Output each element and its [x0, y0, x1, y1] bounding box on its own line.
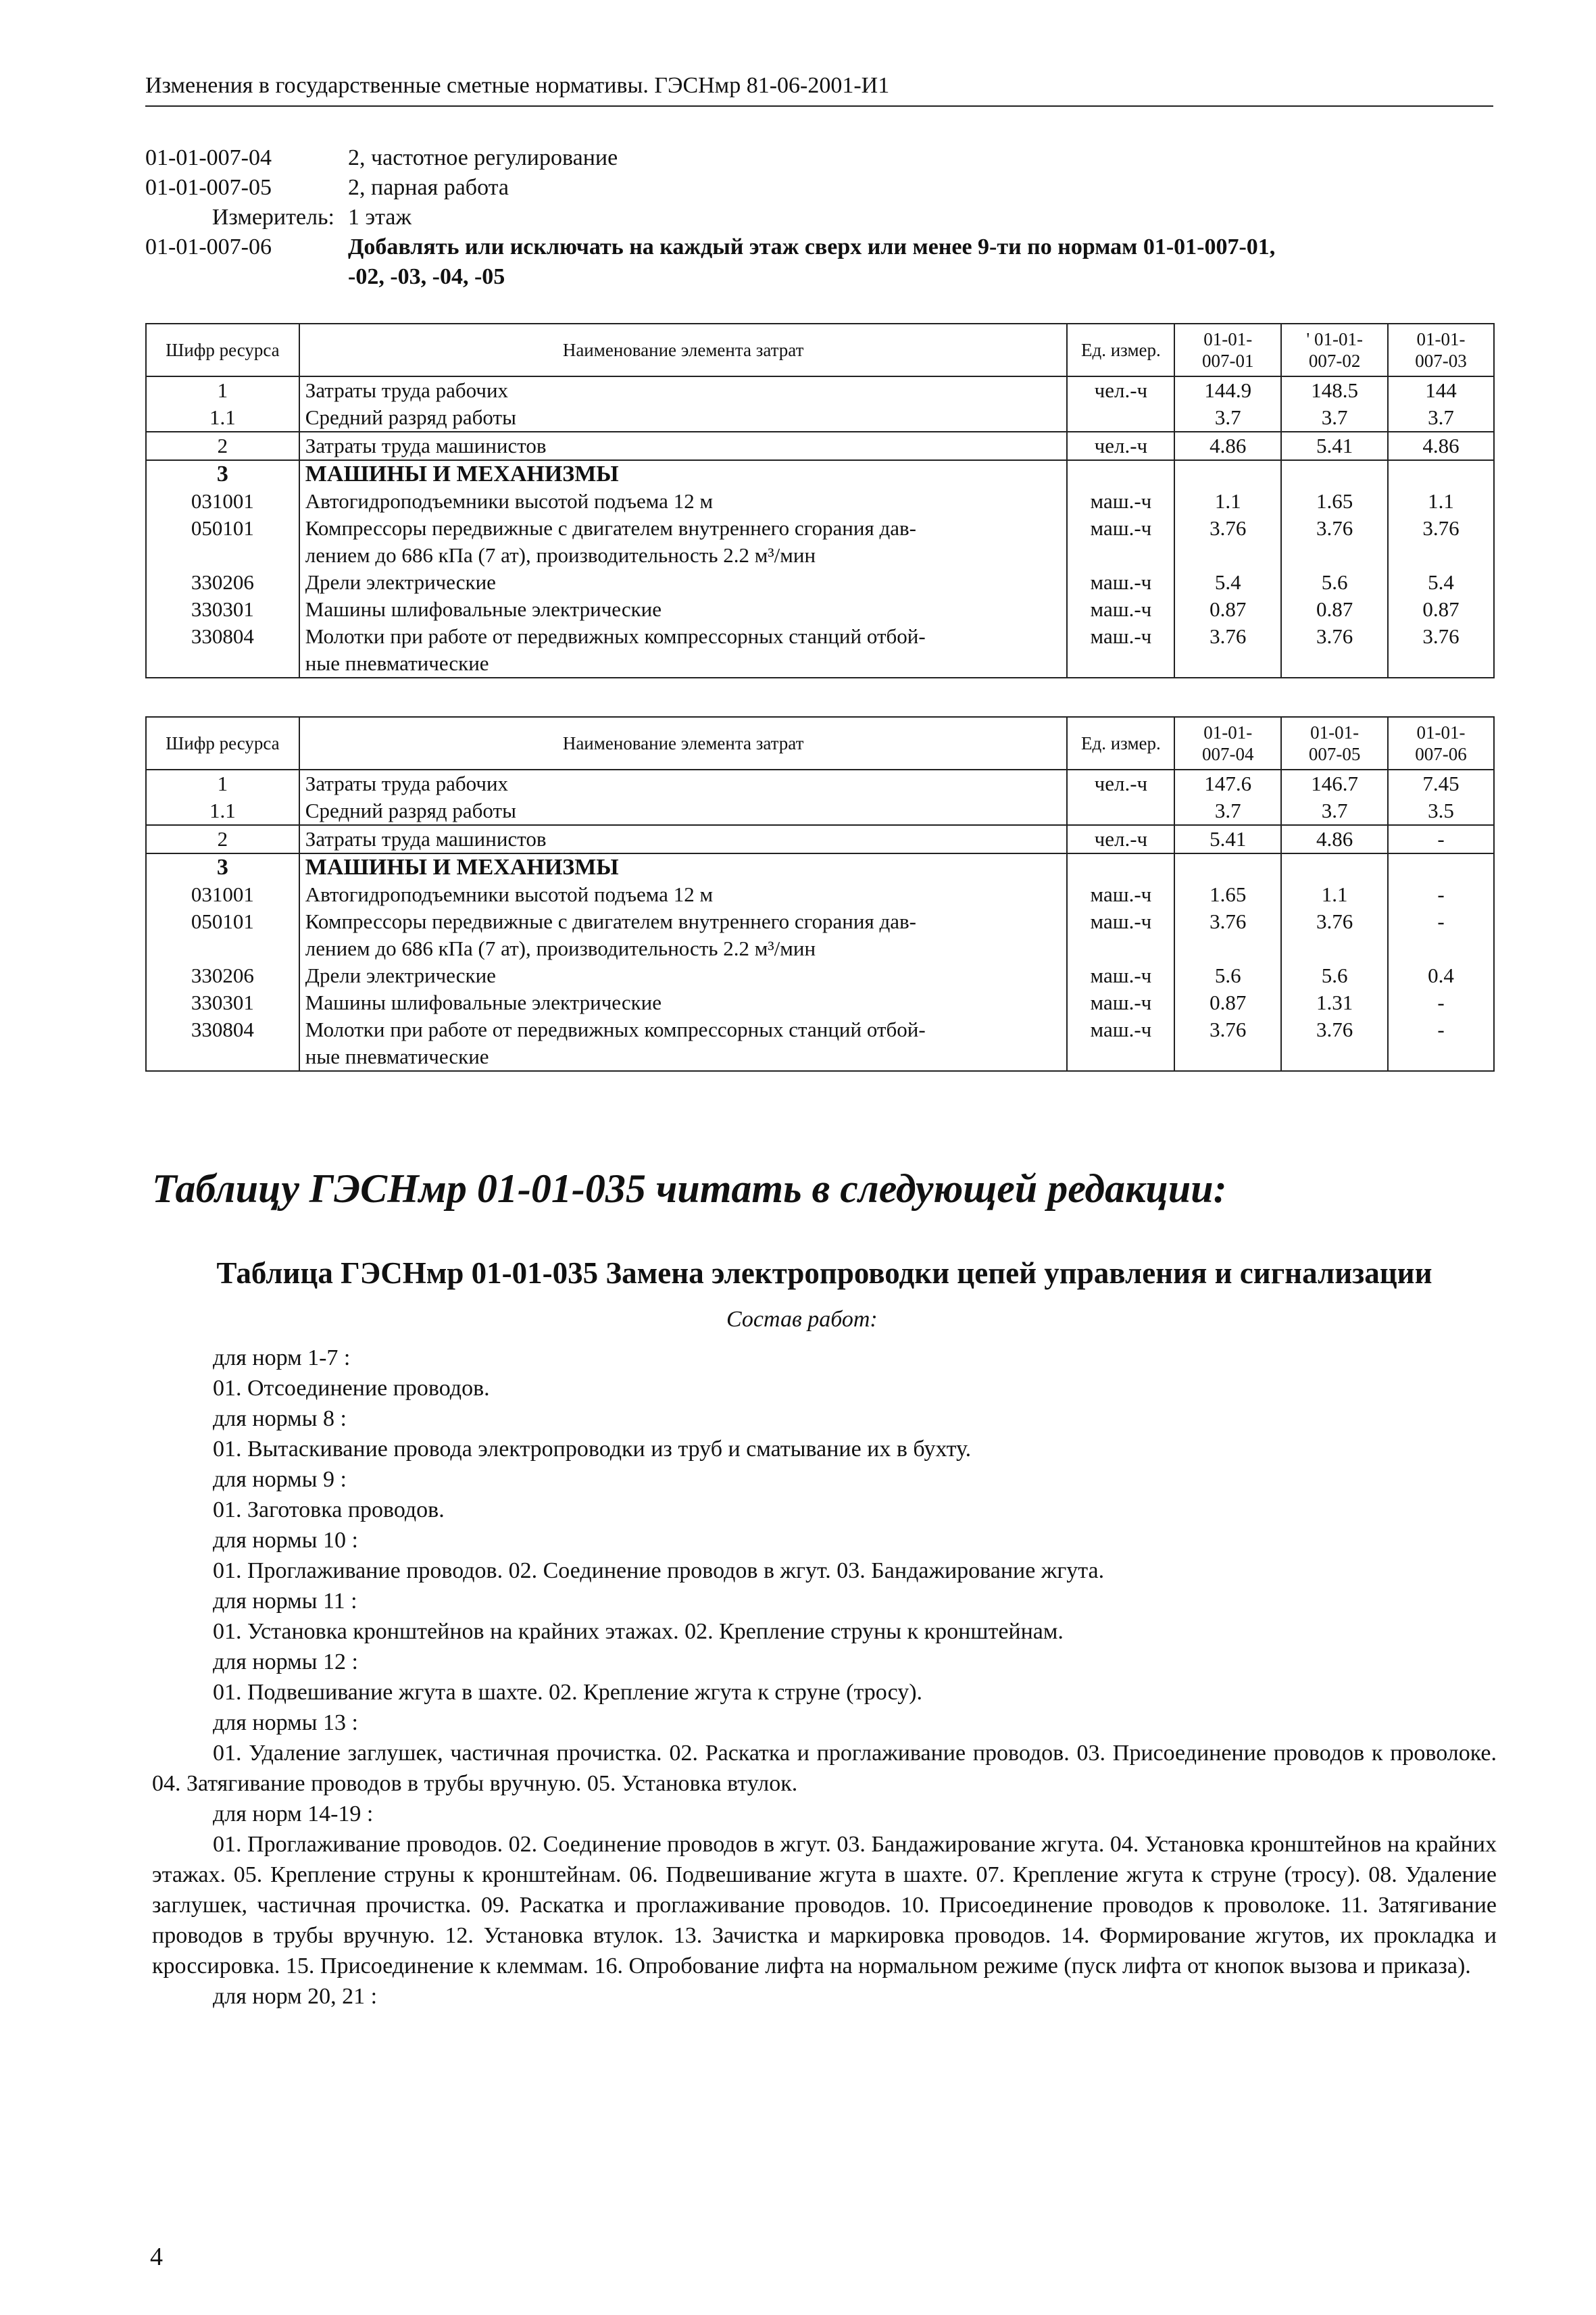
cell-value: 3.76: [1174, 623, 1281, 678]
cell-value: 1.65: [1281, 488, 1388, 515]
works-list: [152, 1343, 1497, 2012]
cell-name: МАШИНЫ И МЕХАНИЗМЫ: [299, 853, 1068, 881]
cell-value: [1281, 460, 1388, 488]
table-row: [146, 488, 1494, 515]
cell-value: 144: [1388, 376, 1494, 404]
cell-value: 0.87: [1174, 596, 1281, 623]
table-row: [146, 881, 1494, 908]
works-group-label: для норм 14-19 :: [213, 1801, 374, 1826]
cell-unit: чел.-ч: [1067, 432, 1174, 460]
norm-row: [145, 173, 1493, 203]
cell-value: 0.4: [1388, 962, 1494, 989]
cell-value: 1.1: [1281, 881, 1388, 908]
cell-value: [1388, 853, 1494, 881]
cell-value: -: [1388, 1016, 1494, 1071]
cell-unit: маш.-ч: [1067, 488, 1174, 515]
cell-name: Автогидроподъемники высотой подъема 12 м: [299, 881, 1068, 908]
cell-unit: [1067, 460, 1174, 488]
table-row: [146, 623, 1494, 678]
cell-value: 3.76: [1281, 623, 1388, 678]
cell-name: Затраты труда рабочих: [299, 376, 1068, 404]
table-row: [146, 962, 1494, 989]
table-row: [146, 460, 1494, 488]
cell-value: 3.76: [1174, 908, 1281, 962]
col-header-norm: 01-01- 007-06: [1388, 717, 1494, 770]
cell-code: 330206: [146, 962, 299, 989]
cell-value: -: [1388, 908, 1494, 962]
cell-name: Дрели электрические: [299, 569, 1068, 596]
resource-table-2: [145, 716, 1495, 1072]
cell-name: Машины шлифовальные электрические: [299, 596, 1068, 623]
cell-code: 330301: [146, 989, 299, 1016]
cell-value: 5.4: [1388, 569, 1494, 596]
table-row: [146, 908, 1494, 962]
cell-unit: [1067, 797, 1174, 825]
cell-code: 1.1: [146, 797, 299, 825]
cell-value: 148.5: [1281, 376, 1388, 404]
cell-unit: чел.-ч: [1067, 825, 1174, 853]
works-operations: 01. Вытаскивание провода электропроводки из труб и сматывание их в бухту.: [213, 1437, 972, 1462]
col-header-norm: 01-01- 007-01: [1174, 324, 1281, 376]
cell-name: Компрессоры передвижные с двигателем внутреннего сгорания дав- лением до 686 кПа (7 ат), производительность 2.2 м³/мин: [299, 515, 1068, 569]
col-header-norm: 01-01- 007-04: [1174, 717, 1281, 770]
norm-code: 01-01-007-05: [145, 175, 272, 200]
norm-row: [145, 143, 1493, 173]
cell-value: 1.1: [1174, 488, 1281, 515]
cell-code: 330804: [146, 623, 299, 678]
norm-text: Добавлять или исключать на каждый этаж сверх или менее 9-ти по нормам 01-01-007-01,: [348, 234, 1276, 259]
cell-value: 5.6: [1281, 962, 1388, 989]
cell-unit: чел.-ч: [1067, 770, 1174, 797]
meter-value: 1 этаж: [348, 205, 412, 230]
cell-value: 4.86: [1281, 825, 1388, 853]
cell-name: Молотки при работе от передвижных компрессорных станций отбой- ные пневматические: [299, 623, 1068, 678]
cell-value: 7.45: [1388, 770, 1494, 797]
cell-value: [1388, 460, 1494, 488]
cell-unit: маш.-ч: [1067, 515, 1174, 569]
cell-unit: маш.-ч: [1067, 908, 1174, 962]
cell-name: Машины шлифовальные электрические: [299, 989, 1068, 1016]
cell-value: 0.87: [1174, 989, 1281, 1016]
table-row: [146, 989, 1494, 1016]
cell-unit: маш.-ч: [1067, 962, 1174, 989]
cell-value: 5.6: [1281, 569, 1388, 596]
works-group-label: для норм 20, 21 :: [213, 1984, 378, 2009]
cell-unit: [1067, 853, 1174, 881]
cell-value: 1.31: [1281, 989, 1388, 1016]
cell-name: Компрессоры передвижные с двигателем внутреннего сгорания дав- лением до 686 кПа (7 ат), производительность 2.2 м³/мин: [299, 908, 1068, 962]
norm-code: 01-01-007-04: [145, 145, 272, 170]
cell-code: 330301: [146, 596, 299, 623]
table-row: [146, 825, 1494, 853]
norm-code: 01-01-007-06: [145, 234, 272, 259]
works-group-label: для норм 1-7 :: [213, 1345, 351, 1370]
cell-value: 3.76: [1174, 515, 1281, 569]
cell-value: [1281, 853, 1388, 881]
works-group-label: для нормы 13 :: [213, 1710, 358, 1735]
works-operations: 01. Установка кронштейнов на крайних этажах. 02. Крепление струны к кронштейнам.: [213, 1619, 1064, 1644]
cell-value: 3.7: [1281, 797, 1388, 825]
works-operations: 01. Заготовка проводов.: [213, 1497, 445, 1522]
works-group-label: для нормы 11 :: [213, 1589, 357, 1614]
works-operations: 01. Удаление заглушек, частичная прочистка. 02. Раскатка и проглаживание проводов. 03. Присоединение проводов к проволоке. 04. Затягивание проводов в трубы вручную. 05. Установка втулок.: [152, 1741, 1497, 1796]
cell-value: [1174, 853, 1281, 881]
col-header-norm: 01-01- 007-03: [1388, 324, 1494, 376]
cell-code: 050101: [146, 908, 299, 962]
running-header: Изменения в государственные сметные нормативы. ГЭСНмр 81-06-2001-И1: [145, 73, 1493, 107]
col-header-code: Шифр ресурса: [146, 717, 299, 770]
page-number: 4: [150, 2243, 163, 2271]
cell-code: 1.1: [146, 404, 299, 432]
works-group-label: для нормы 10 :: [213, 1528, 358, 1553]
cell-value: 4.86: [1174, 432, 1281, 460]
cell-value: 5.41: [1174, 825, 1281, 853]
cell-unit: маш.-ч: [1067, 1016, 1174, 1071]
cell-unit: маш.-ч: [1067, 623, 1174, 678]
cell-value: 5.41: [1281, 432, 1388, 460]
cell-value: 3.7: [1174, 797, 1281, 825]
col-header-unit: Ед. измер.: [1067, 324, 1174, 376]
section-heading: Таблицу ГЭСНмр 01-01-035 читать в следующей редакции:: [152, 1166, 1227, 1211]
table-row: [146, 404, 1494, 432]
norm-text: 2, частотное регулирование: [348, 145, 618, 170]
col-header-name: Наименование элемента затрат: [299, 324, 1068, 376]
cell-value: 1.1: [1388, 488, 1494, 515]
cell-code: 330206: [146, 569, 299, 596]
table-title: Таблица ГЭСНмр 01-01-035 Замена электропроводки цепей управления и сигнализации: [216, 1256, 1432, 1290]
cell-name: Затраты труда рабочих: [299, 770, 1068, 797]
cell-name: Средний разряд работы: [299, 404, 1068, 432]
cell-code: 3: [146, 853, 299, 881]
cell-code: 2: [146, 825, 299, 853]
cell-value: 3.5: [1388, 797, 1494, 825]
cell-code: 050101: [146, 515, 299, 569]
table-row: [146, 596, 1494, 623]
cell-value: 3.7: [1174, 404, 1281, 432]
cell-value: 1.65: [1174, 881, 1281, 908]
table-row: [146, 770, 1494, 797]
norm-list: [145, 143, 1493, 292]
col-header-name: Наименование элемента затрат: [299, 717, 1068, 770]
cell-unit: [1067, 404, 1174, 432]
cell-value: 5.6: [1174, 962, 1281, 989]
table-row: [146, 569, 1494, 596]
cell-name: МАШИНЫ И МЕХАНИЗМЫ: [299, 460, 1068, 488]
col-header-norm: ' 01-01- 007-02: [1281, 324, 1388, 376]
table-row: [146, 1016, 1494, 1071]
cell-value: -: [1388, 989, 1494, 1016]
table-row: [146, 515, 1494, 569]
cell-value: -: [1388, 825, 1494, 853]
cell-name: Молотки при работе от передвижных компрессорных станций отбой- ные пневматические: [299, 1016, 1068, 1071]
cell-name: Средний разряд работы: [299, 797, 1068, 825]
resource-table-1: [145, 323, 1495, 678]
meter-row: [145, 203, 1493, 232]
meter-label: Измеритель:: [211, 205, 334, 230]
cell-code: 031001: [146, 488, 299, 515]
cell-name: Затраты труда машинистов: [299, 825, 1068, 853]
cell-code: 3: [146, 460, 299, 488]
cell-value: 3.76: [1174, 1016, 1281, 1071]
cell-code: 1: [146, 376, 299, 404]
works-operations: 01. Подвешивание жгута в шахте. 02. Крепление жгута к струне (тросу).: [213, 1680, 923, 1705]
cell-code: 2: [146, 432, 299, 460]
works-operations: 01. Проглаживание проводов. 02. Соединение проводов в жгут. 03. Бандажирование жгута.: [213, 1558, 1105, 1583]
cell-value: 146.7: [1281, 770, 1388, 797]
works-operations: 01. Проглаживание проводов. 02. Соединение проводов в жгут. 03. Бандажирование жгута. 04. Установка кронштейнов на крайних этажах. 05. Крепление струны к кронштейнам. 06. Подвешивание жгута в шахте. 07. Крепление жгута к струне (тросу). 08. Удаление заглушек, частичная прочистка. 09. Раскатка и проглаживание проводов. 10. Присоединение проводов к проволоке. 11. Затягивание проводов в трубы вручную. 12. Установка втулок. 13. Зачистка и маркировка проводов. 14. Формирование жгутов, их прокладка и кроссировка. 15. Присоединение к клеммам. 16. Опробование лифта на нормальном режиме (пуск лифта от кнопок вызова и приказа).: [152, 1832, 1497, 1978]
norm-row-extra: [145, 232, 1493, 262]
col-header-code: Шифр ресурса: [146, 324, 299, 376]
cell-value: 3.7: [1388, 404, 1494, 432]
cell-value: 3.76: [1281, 1016, 1388, 1071]
cell-unit: маш.-ч: [1067, 596, 1174, 623]
cell-value: 3.7: [1281, 404, 1388, 432]
cell-unit: маш.-ч: [1067, 881, 1174, 908]
works-group-label: для нормы 8 :: [213, 1406, 347, 1431]
composition-label: Состав работ:: [726, 1307, 878, 1332]
table-row: [146, 432, 1494, 460]
cell-value: 3.76: [1281, 515, 1388, 569]
col-header-unit: Ед. измер.: [1067, 717, 1174, 770]
works-operations: 01. Отсоединение проводов.: [213, 1376, 490, 1401]
col-header-norm: 01-01- 007-05: [1281, 717, 1388, 770]
cell-name: Дрели электрические: [299, 962, 1068, 989]
cell-code: 1: [146, 770, 299, 797]
cell-unit: маш.-ч: [1067, 989, 1174, 1016]
table-row: [146, 376, 1494, 404]
cell-name: Автогидроподъемники высотой подъема 12 м: [299, 488, 1068, 515]
cell-code: 330804: [146, 1016, 299, 1071]
cell-value: [1174, 460, 1281, 488]
norm-text: 2, парная работа: [348, 175, 509, 200]
cell-value: 3.76: [1281, 908, 1388, 962]
cell-unit: маш.-ч: [1067, 569, 1174, 596]
cell-unit: чел.-ч: [1067, 376, 1174, 404]
norm-text-continued: -02, -03, -04, -05: [348, 264, 505, 289]
cell-value: 3.76: [1388, 623, 1494, 678]
cell-value: -: [1388, 881, 1494, 908]
works-group-label: для нормы 9 :: [213, 1467, 347, 1492]
table-row: [146, 853, 1494, 881]
cell-value: 0.87: [1388, 596, 1494, 623]
works-group-label: для нормы 12 :: [213, 1649, 358, 1674]
cell-value: 4.86: [1388, 432, 1494, 460]
cell-code: 031001: [146, 881, 299, 908]
cell-name: Затраты труда машинистов: [299, 432, 1068, 460]
cell-value: 3.76: [1388, 515, 1494, 569]
cell-value: 5.4: [1174, 569, 1281, 596]
table-row: [146, 797, 1494, 825]
cell-value: 0.87: [1281, 596, 1388, 623]
cell-value: 147.6: [1174, 770, 1281, 797]
cell-value: 144.9: [1174, 376, 1281, 404]
